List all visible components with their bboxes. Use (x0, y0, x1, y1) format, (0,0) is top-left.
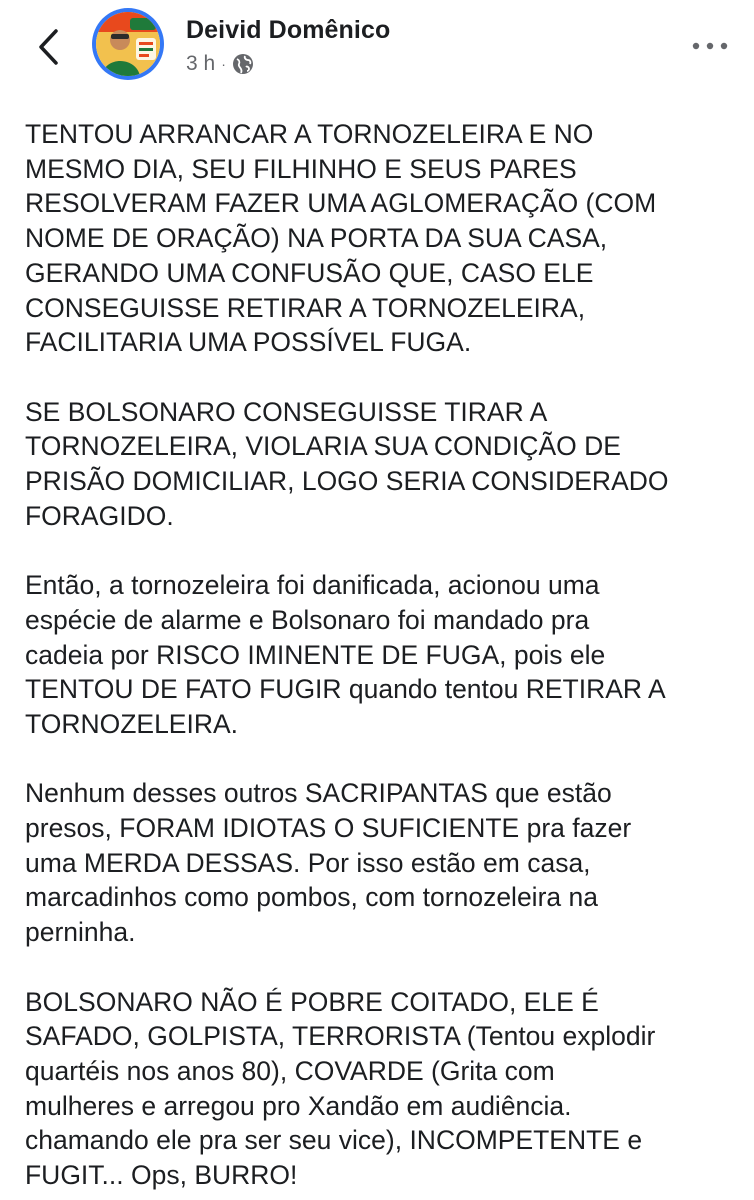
text-line: CONSEGUISSE RETIRAR A TORNOZELEIRA, (25, 292, 586, 323)
post-header (0, 0, 754, 106)
avatar (96, 12, 160, 76)
back-button[interactable] (26, 22, 70, 72)
text-line: SAFADO, GOLPISTA, TERRORISTA (Tentou explodir (25, 1021, 656, 1052)
more-dots-icon (692, 42, 728, 50)
post-meta (186, 52, 254, 76)
text-line: BOLSONARO NÃO É POBRE COITADO, ELE É (25, 986, 599, 1017)
text-line: quartéis nos anos 80), COVARDE (Grita com (25, 1055, 555, 1086)
chevron-left-icon (37, 28, 59, 66)
text-line: GERANDO UMA CONFUSÃO QUE, CASO ELE (25, 257, 594, 288)
post-paragraph (25, 568, 737, 742)
text-line: RESOLVERAM FAZER UMA AGLOMERAÇÃO (COM (25, 188, 657, 219)
post-timestamp[interactable]: 3 h (186, 52, 216, 75)
text-line: chamando ele pra ser seu vice), INCOMPETENTE e (25, 1125, 643, 1156)
more-options-button[interactable] (690, 36, 730, 56)
meta-separator: · (221, 56, 226, 72)
post-paragraph (25, 985, 737, 1193)
text-line: TENTOU DE FATO FUGIR quando tentou RETIRAR A (25, 674, 666, 705)
post-paragraph (25, 117, 737, 360)
post-text (25, 117, 737, 1200)
text-line: MESMO DIA, SEU FILHINHO E SEUS PARES (25, 153, 577, 184)
text-line: FUGIT... Ops, BURRO! (25, 1160, 298, 1191)
text-line: TENTOU ARRANCAR A TORNOZELEIRA E NO (25, 119, 594, 149)
post-paragraph (25, 776, 737, 950)
author-avatar[interactable] (92, 8, 164, 80)
text-line: SE BOLSONARO CONSEGUISSE TIRAR A (25, 396, 548, 427)
text-line: TORNOZELEIRA, VIOLARIA SUA CONDIÇÃO DE (25, 431, 621, 462)
text-line: mulheres e arregou pro Xandão em audiência. (25, 1090, 572, 1121)
text-line: presos, FORAM IDIOTAS O SUFICIENTE pra fazer (25, 813, 632, 844)
text-line: PRISÃO DOMICILIAR, LOGO SERIA CONSIDERADO (25, 466, 669, 497)
text-line: cadeia por RISCO IMINENTE DE FUGA, pois ele (25, 639, 606, 670)
globe-icon (232, 53, 254, 75)
text-line: marcadinhos como pombos, com tornozeleira na (25, 882, 598, 913)
avatar-image (96, 12, 160, 76)
text-line: espécie de alarme e Bolsonaro foi mandado pra (25, 604, 590, 635)
text-line: FACILITARIA UMA POSSÍVEL FUGA. (25, 327, 472, 358)
author-name[interactable]: Deivid Domênico (186, 16, 391, 44)
text-line: perninha. (25, 917, 136, 948)
text-line: Nenhum desses outros SACRIPANTAS que estão (25, 778, 612, 809)
text-line: uma MERDA DESSAS. Por isso estão em casa, (25, 847, 591, 878)
text-line: FORAGIDO. (25, 500, 174, 531)
text-line: NOME DE ORAÇÃO) NA PORTA DA SUA CASA, (25, 223, 608, 254)
text-line: Então, a tornozeleira foi danificada, acionou uma (25, 570, 600, 601)
text-line: TORNOZELEIRA. (25, 708, 239, 739)
post-paragraph (25, 395, 737, 534)
